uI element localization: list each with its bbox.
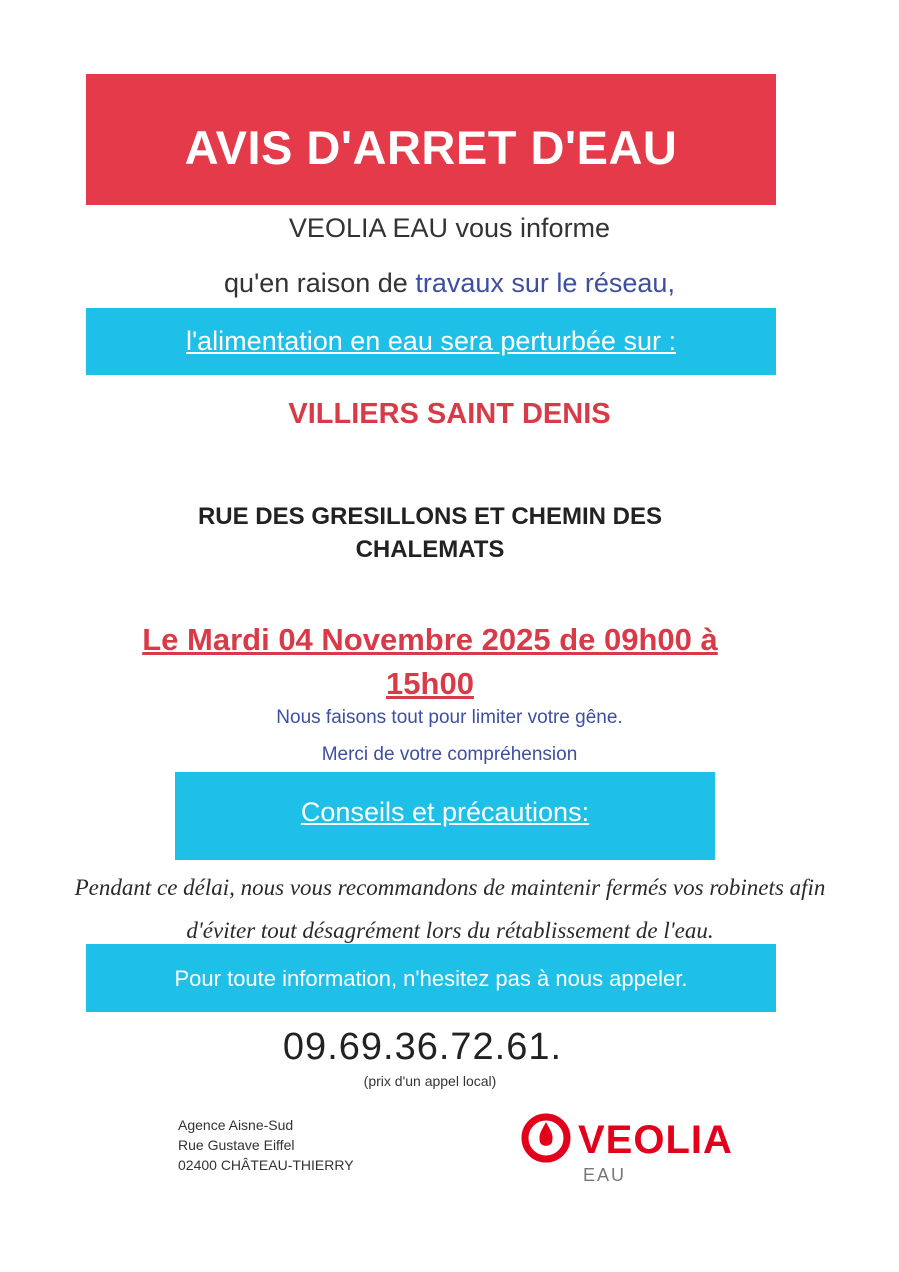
precaution-text: Pendant ce délai, nous vous recommandons de maintenir fermés vos robinets afin d'éviter tout désagrément lors du rétablissement de l'eau. xyxy=(74,875,826,943)
info-text: Pour toute information, n'hesitez pas à nous appeler. xyxy=(174,966,688,991)
outage-date: Le Mardi 04 Novembre 2025 de 09h00 à 15h00 xyxy=(142,622,718,701)
thanks-message: Merci de votre compréhension xyxy=(321,744,578,765)
notice-title: AVIS D'ARRET D'EAU xyxy=(184,121,678,174)
town-name: VILLIERS SAINT DENIS xyxy=(288,398,611,430)
agency-name: Agence Aisne-Sud xyxy=(178,1117,294,1133)
logo-wordmark: VEOLIA xyxy=(578,1118,733,1162)
agency-street: Rue Gustave Eiffel xyxy=(178,1137,295,1153)
street-names: RUE DES GRESILLONS ET CHEMIN DES CHALEMATS xyxy=(197,503,663,563)
advice-title: Conseils et précautions: xyxy=(300,797,590,827)
reason-line xyxy=(0,268,899,299)
reason-prefix: qu'en raison de xyxy=(224,268,416,298)
logo-subtitle: EAU xyxy=(583,1165,627,1185)
supply-line: l'alimentation en eau sera perturbée sur : xyxy=(186,326,676,356)
phone-note: (prix d'un appel local) xyxy=(363,1073,497,1089)
intro-line: VEOLIA EAU vous informe xyxy=(288,213,611,243)
reason-highlight: travaux sur le réseau, xyxy=(415,268,675,298)
phone-number: 09.69.36.72.61. xyxy=(282,1026,563,1068)
agency-city: 02400 CHÂTEAU-THIERRY xyxy=(178,1157,354,1173)
agency-address xyxy=(178,1115,354,1175)
effort-message: Nous faisons tout pour limiter votre gêne. xyxy=(276,707,623,728)
